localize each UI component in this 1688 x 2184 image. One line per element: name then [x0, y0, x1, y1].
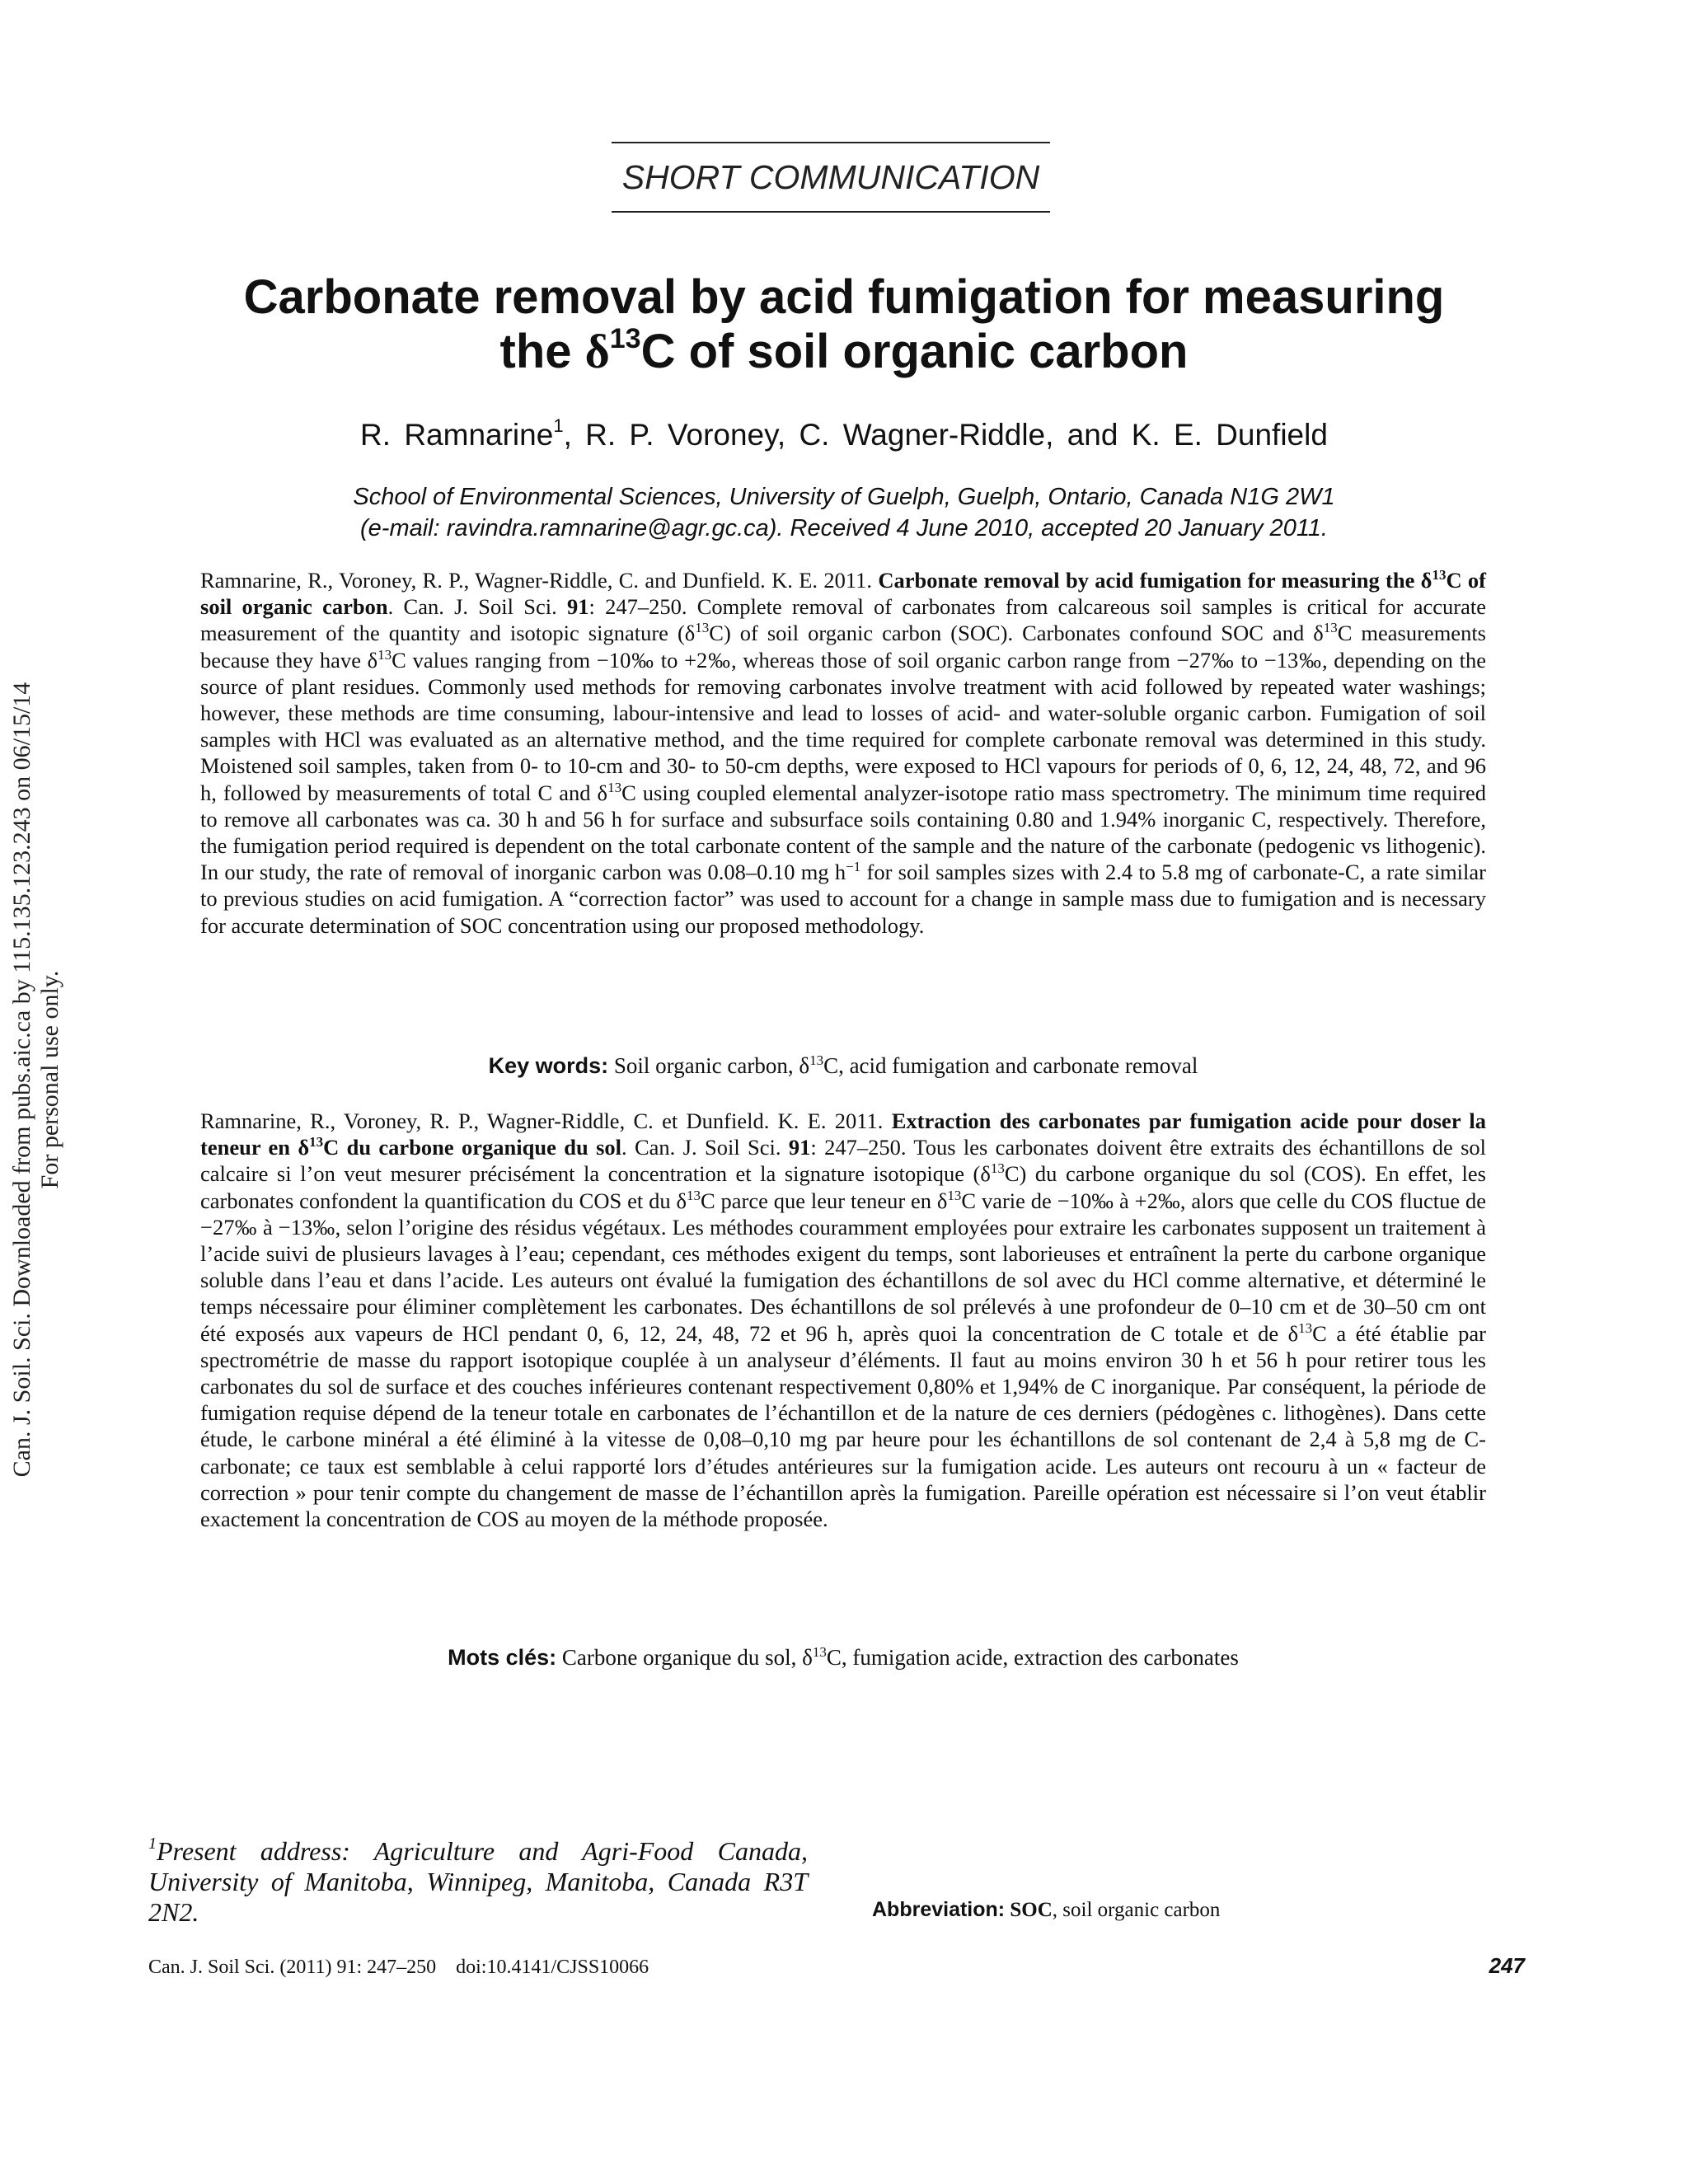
- keywords-french: [200, 1643, 1486, 1671]
- abstract-en-text2: C) of soil organic carbon (SOC). Carbonates confound SOC and δ: [709, 621, 1324, 646]
- abbreviation-label: Abbreviation:: [872, 1898, 1006, 1921]
- author-list: [148, 417, 1540, 453]
- abstract-en-journal: . Can. J. Soil Sci.: [387, 594, 567, 620]
- abstract-fr-text4: C varie de −10‰ à +2‰, alors que celle du COS fluctue de −27‰ à −13‰, selon l’origine des résidus végétaux. Les méthodes couramment employées pour extraire les carbonates supposent un traitement à l’acide suivi de plusieurs lavages à l’eau; cependant, ces méthodes exigent du temps, sont laborieuses et entraînent la perte du carbone organique soluble dans l’eau et dans l’acide. Les auteurs ont évalué la fumigation des échantillons de sol avec du HCl comme alternative, et déterminé le temps nécessaire pour éliminer complètement les carbonates. Des échantillons de sol prélevés à une profondeur de 0–10 cm et de 30–50 cm ont été exposés aux vapeurs de HCl pendant 0, 6, 12, 24, 48, 72 et 96 h, après quoi la concentration de C totale et de δ: [200, 1188, 1486, 1346]
- abstract-en-volume: 91: [566, 594, 589, 620]
- citation-doi[interactable]: doi:10.4141/CJSS10066: [456, 1957, 649, 1978]
- abstract-fr-cite: Ramnarine, R., Voroney, R. P., Wagner-Riddle, C. et Dunfield. K. E. 2011.: [200, 1108, 892, 1133]
- abbreviation-note: [872, 1897, 1220, 1923]
- abstract-fr-journal: . Can. J. Soil Sci.: [621, 1135, 789, 1160]
- abstract-en-sup1: 13: [695, 620, 710, 636]
- footnote-text: Present address: Agriculture and Agri-Food Canada, University of Manitoba, Winnipeg, Manitoba, Canada R3T 2N2.: [148, 1836, 808, 1927]
- abstract-en-text3: C measurements because they have δ: [200, 621, 1486, 673]
- title-line2: [148, 325, 1540, 379]
- page-number: 247: [1489, 1953, 1525, 1978]
- affiliation-line2: (e-mail: ravindra.ramnarine@agr.gc.ca). Received 4 June 2010, accepted 20 January 2011.: [360, 515, 1328, 541]
- article-title: [148, 270, 1540, 379]
- author-first-sup: 1: [553, 415, 564, 436]
- keywords-en-pre: Soil organic carbon, δ: [608, 1053, 810, 1078]
- affiliation: [148, 481, 1540, 544]
- keywords-english: [200, 1052, 1486, 1080]
- abstract-en-text6: for soil samples sizes with 2.4 to 5.8 mg of carbonate-C, a rate similar to previous studies on acid fumigation. A “correction factor” was used to account for a change in sample mass due to fumigation and is necessary for accurate determination of SOC concentration using our proposed methodology.: [200, 860, 1486, 938]
- title-line2-pre: the: [499, 325, 585, 378]
- abstract-en-sup3: 13: [377, 646, 392, 663]
- keywords-en-post: C, acid fumigation and carbonate removal: [823, 1053, 1198, 1078]
- keywords-en-label: Key words:: [488, 1053, 609, 1078]
- abstract-fr-text1: Tous les carbonates doivent être extraits des échantillons de sol calcaire si l’on veut mesurer précisément la concentration et la signature isotopique (δ: [200, 1135, 1486, 1187]
- keywords-fr-pre: Carbone organique du sol, δ: [556, 1645, 813, 1670]
- abstract-en-text1: Complete removal of carbonates from calcareous soil samples is critical for accurate measurement of the quantity and isotopic signature (δ: [200, 594, 1486, 646]
- keywords-en-sup: 13: [809, 1052, 824, 1068]
- abstract-en-text4: C values ranging from −10‰ to +2‰, whereas those of soil organic carbon range from −27‰ to −13‰, depending on the source of plant residues. Commonly used methods for removing carbonates involve treatment with acid followed by repeated water washings; however, these methods are time consuming, labour-intensive and lead to losses of acid- and water-soluble organic carbon. Fumigation of soil samples with HCl was evaluated as an alternative method, and the time required for complete carbonate removal was determined in this study. Moistened soil samples, taken from 0- to 10-cm and 30- to 50-cm depths, were exposed to HCl vapours for periods of 0, 6, 12, 24, 48, 72, and 96 h, followed by measurements of total C and δ: [200, 647, 1487, 805]
- abstract-english: [200, 567, 1486, 939]
- abstract-french: [200, 1108, 1486, 1532]
- abstract-fr-sup1: 13: [990, 1160, 1005, 1177]
- keywords-fr-post: C, fumigation acide, extraction des carbonates: [826, 1645, 1239, 1670]
- abstract-fr-sup4: 13: [1298, 1319, 1313, 1336]
- abstract-fr-text5: C a été établie par spectrométrie de masse du rapport isotopique couplée à un analyseur d’éléments. Il faut au moins environ 30 h et 56 h pour retirer tous les carbonates du sol de surface et des couches inférieures contenant respectivement 0,80% et 1,94% de C inorganique. Par conséquent, la période de fumigation requise dépend de la teneur totale en carbonates de l’échantillon et de la nature de ces derniers (pédogènes c. lithogènes). Dans cette étude, le carbone minéral a été éliminé à la vitesse de 0,08–0,10 mg par heure pour les échantillons de sol contenant de 2,4 à 5,8 mg de C-carbonate; ce taux est semblable à celui rapporté lors d’études antérieures sur la fumigation acide. Les auteurs ont recouru à un « facteur de correction » pour tenir compte du changement de masse de l’échantillon après la fumigation. Pareille opération est nécessaire si l’on veut établir exactement la concentration de COS au moyen de la méthode proposée.: [200, 1320, 1486, 1532]
- author-rest: , R. P. Voroney, C. Wagner-Riddle, and K. E. Dunfield: [563, 418, 1328, 452]
- download-stamp: [8, 420, 64, 1739]
- keywords-fr-label: Mots clés:: [448, 1645, 557, 1670]
- title-delta: δ: [584, 325, 610, 378]
- abstract-fr-title-pre: Extraction des carbonates par fumigation acide pour doser la teneur en δ: [200, 1108, 1487, 1160]
- abstract-fr-title-post: C du carbone organique du sol: [323, 1135, 622, 1160]
- abstract-en-title-post: C of soil organic carbon: [200, 568, 1486, 620]
- title-sup: 13: [609, 323, 641, 354]
- abbreviation-term: SOC: [1010, 1899, 1053, 1921]
- author-first: R. Ramnarine: [360, 418, 554, 452]
- title-line2-post: C of soil organic carbon: [640, 325, 1189, 378]
- abstract-en-title-sup: 13: [1432, 567, 1447, 583]
- title-line1: Carbonate removal by acid fumigation for measuring: [243, 270, 1445, 324]
- keywords-fr-sup: 13: [812, 1644, 827, 1660]
- abstract-en-pages: : 247–250.: [588, 594, 697, 620]
- abstract-fr-volume: 91: [788, 1135, 811, 1160]
- abstract-en-sup5: −1: [846, 859, 861, 875]
- affiliation-line1: School of Environmental Sciences, University of Guelph, Guelph, Ontario, Canada N1G 2W1: [353, 484, 1335, 510]
- citation-journal: Can. J. Soil Sci. (2011) 91: 247–250: [148, 1957, 437, 1978]
- abstract-en-title-pre: Carbonate removal by acid fumigation for measuring the δ: [878, 568, 1432, 593]
- section-label: SHORT COMMUNICATION: [612, 142, 1050, 213]
- abstract-en-cite: Ramnarine, R., Voroney, R. P., Wagner-Riddle, C. and Dunfield. K. E. 2011.: [200, 568, 879, 593]
- footnote-marker: 1: [148, 1835, 157, 1853]
- journal-citation: [148, 1955, 649, 1980]
- abstract-fr-text2: C) du carbone organique du sol (COS). En effet, les carbonates confondent la quantification du COS et du δ: [200, 1161, 1486, 1213]
- abstract-fr-sup2: 13: [686, 1187, 701, 1203]
- download-stamp-line1: Can. J. Soil. Sci. Downloaded from pubs.aic.ca by 115.135.123.243 on 06/15/14: [8, 682, 35, 1478]
- abstract-en-sup4: 13: [607, 779, 622, 795]
- abstract-fr-pages: : 247–250.: [810, 1135, 914, 1160]
- abstract-fr-sup3: 13: [947, 1187, 962, 1203]
- download-stamp-line2: For personal use only.: [36, 970, 63, 1189]
- author-footnote: [148, 1836, 808, 1928]
- abstract-fr-text3: C parce que leur teneur en δ: [700, 1188, 948, 1213]
- abstract-en-sup2: 13: [1323, 620, 1338, 636]
- abstract-fr-title-sup: 13: [309, 1134, 324, 1151]
- abstract-en-text5: C using coupled elemental analyzer-isotope ratio mass spectrometry. The minimum time required to remove all carbonates was ca. 30 h and 56 h for surface and subsurface soils containing 0.80 and 1.94% inorganic C, respectively. Therefore, the fumigation period required is dependent on the total carbonate content of the sample and the nature of the carbonate (pedogenic vs lithogenic). In our study, the rate of removal of inorganic carbon was 0.08–0.10 mg h: [200, 780, 1486, 885]
- abbreviation-definition: , soil organic carbon: [1052, 1899, 1221, 1921]
